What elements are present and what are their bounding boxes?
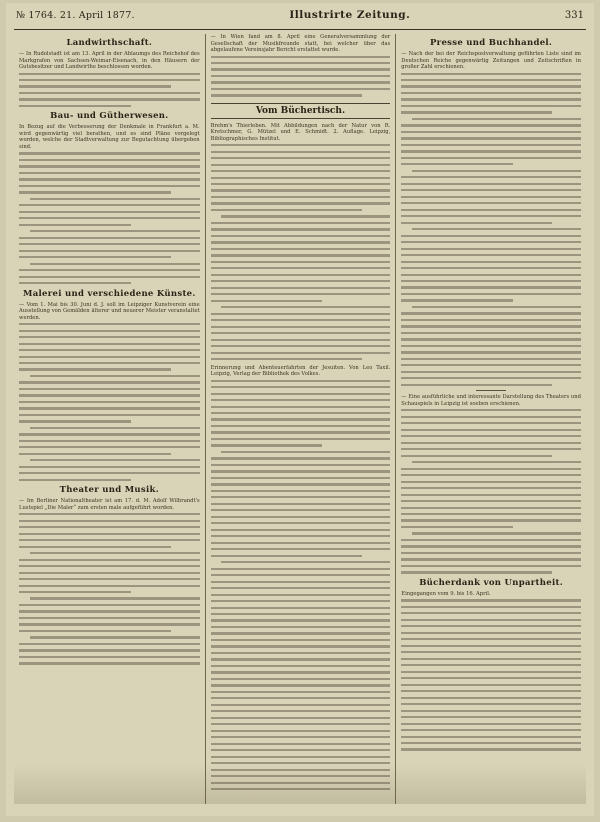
section-heading-press: Presse und Buchhandel. (429, 38, 553, 48)
masthead (14, 9, 586, 30)
text-lines (401, 599, 581, 750)
column-1 (14, 34, 205, 804)
columns (14, 34, 586, 804)
text-lines (19, 323, 200, 481)
article-text: — Nach der bei der Reichspostverwaltung geführten Liste sind im Deutschen Reiche gegenwärtig Zeitungen und Zeitschriften in großer Zahl erschienen. (401, 51, 581, 70)
article-text: — Im Berliner Nationaltheater ist am 17. d. M. Adolf Wilbrandt's Lustspiel „Die Maler“ zum ersten male aufgeführt worden. (19, 498, 200, 511)
newspaper-title: Illustrirte Zeitung. (289, 9, 411, 21)
text-lines (401, 73, 581, 386)
section-heading-received-books: Bücherdank von Unpartheit. (419, 577, 563, 588)
section-heading-theatre: Theater und Musik. (59, 485, 159, 496)
article-text: In Bezug auf die Verbesserung der Denkmale in Frankfurt a. M. wird gegenwärtig viel berathen, und es sind Pläne vorgelegt worden, welche der Stadtverwaltung zur Begutachtung übergeben sind. (19, 124, 200, 150)
text-lines (211, 56, 391, 97)
text-lines (401, 409, 581, 573)
article-text: — In Wien fand am 8. April eine Generalversammlung der Gesellschaft der Musikfreunde statt, bei welcher über das abgelaufene Vereinsjahr Bericht erstattet wurde. (210, 34, 391, 53)
text-lines (211, 380, 391, 791)
issue-number: № 1764. 21. April 1877. (16, 10, 135, 21)
text-lines (19, 513, 200, 664)
text-lines (19, 73, 200, 108)
newspaper-page (6, 3, 594, 816)
article-text: Brehm's Thierleben. Mit Abbildungen nach der Natur von R. Kretschmer, G. Mützel und E. Schmidt. 2. Auflage. Leipzig, Bibliographisches Institut. (210, 122, 391, 142)
article-text: Eingegangen vom 9. bis 16. April. (401, 590, 491, 597)
divider (476, 390, 506, 391)
section-heading-agriculture: Landwirthschaft. (66, 38, 153, 48)
article-text: — Vom 1. Mai bis 30. Juni d. J. soll im Leipziger Kunstverein eine Ausstellung von Gemälden älterer und neuerer Meister veranstaltet werden. (19, 301, 200, 321)
section-heading-painting: Malerei und verschiedene Künste. (23, 288, 196, 299)
text-lines (211, 144, 391, 360)
page-number: 331 (564, 10, 584, 21)
article-text: — In Rudolstadt ist am 13. April in der Ablaumgs des Reichshof des Markgrafen von Sachsen-Weimar-Eisenach, in den Häusern der Gutsbesitzer und Landwirthe beschlossen worden. (19, 51, 200, 70)
article-text: — Eine ausführliche und interessante Darstellung des Theaters und Schauspiels in Leipzig ist soeben erschienen. (401, 394, 581, 407)
section-heading-books: Vom Büchertisch. (211, 103, 391, 119)
column-2 (205, 34, 396, 804)
section-heading-building: Bau- und Gütherwesen. (50, 111, 169, 122)
column-3 (395, 34, 586, 804)
text-lines (19, 152, 200, 284)
article-text: Erinnerung und Abenteuerfahrten der Jesuiten. Von Leo Taxil. Leipzig, Verlag der Bibliothek des Volkes. (210, 364, 391, 378)
